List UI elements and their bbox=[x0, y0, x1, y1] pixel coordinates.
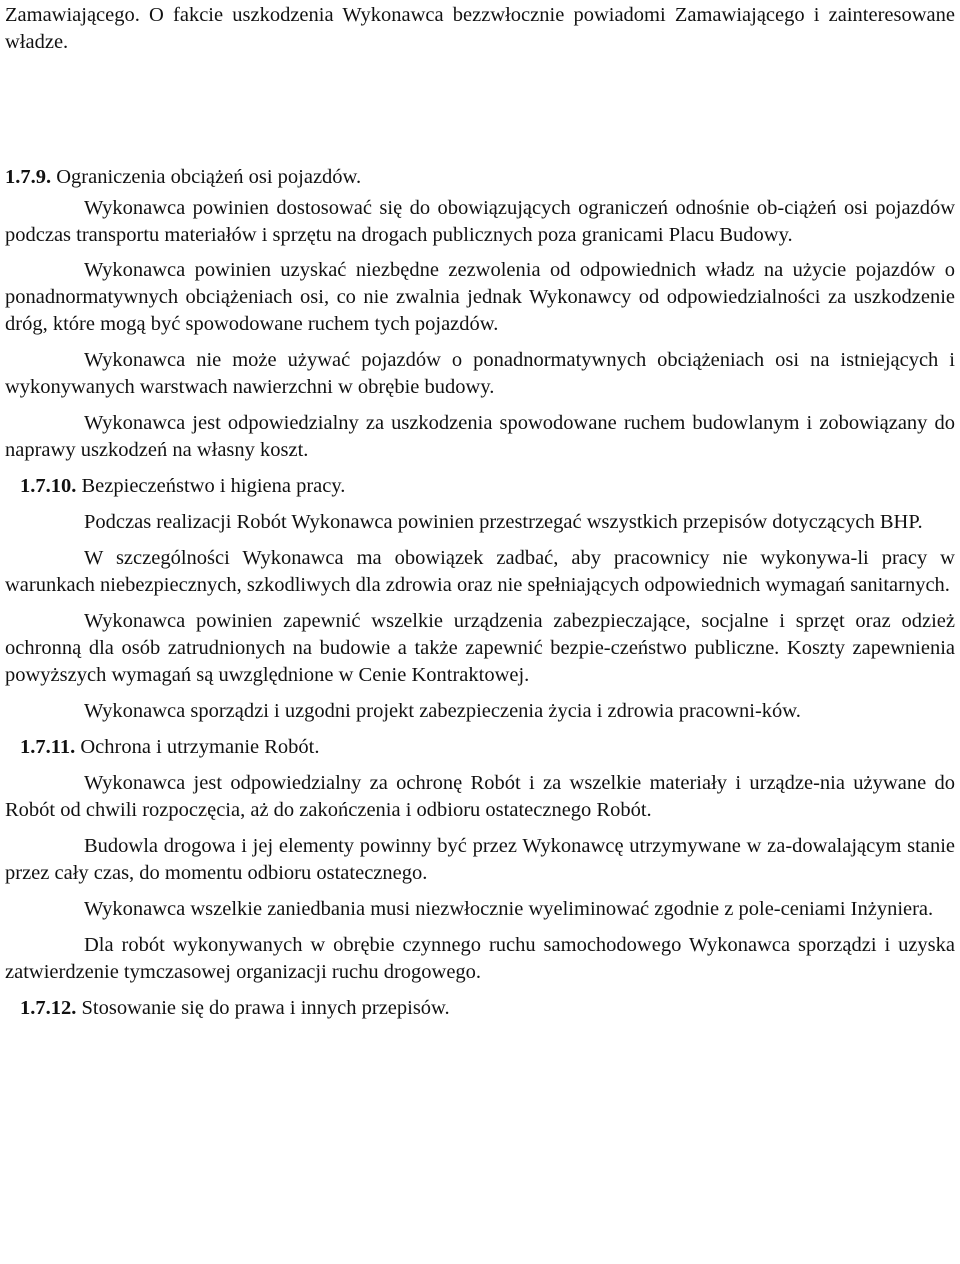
section-title: Ograniczenia obciążeń osi pojazdów. bbox=[51, 166, 362, 188]
paragraph: Wykonawca powinien uzyskać niezbędne zezwolenia od odpowiednich władz na użycie pojazdów o ponadnormatywnych obciążeniach osi, co nie zwalnia jednak Wykonawcy od odpowiedzialności za uszkodzenie dróg, które mogą być spowodowane ruchem tych pojazdów. bbox=[5, 259, 955, 335]
section-heading-1-7-12 bbox=[5, 995, 955, 1022]
paragraph: Dla robót wykonywanych w obrębie czynnego ruchu samochodowego Wykonawca sporządzi i uzyska zatwierdzenie tymczasowej organizacji ruchu drogowego. bbox=[5, 934, 955, 983]
paragraph: Podczas realizacji Robót Wykonawca powinien przestrzegać wszystkich przepisów dotyczących BHP. bbox=[84, 511, 923, 533]
paragraph: Wykonawca powinien dostosować się do obowiązujących ograniczeń odnośnie ob-ciążeń osi pojazdów podczas transportu materiałów i sprzętu na drogach publicznych poza granicami Placu Budowy. bbox=[5, 197, 955, 246]
section-heading-1-7-11 bbox=[5, 734, 955, 761]
paragraph: W szczególności Wykonawca ma obowiązek zadbać, aby pracownicy nie wykonywa-li pracy w warunkach niebezpiecznych, szkodliwych dla zdrowia oraz nie spełniających odpowiednich wymagań sanitarnych. bbox=[5, 547, 955, 596]
section-heading-1-7-10 bbox=[5, 473, 955, 500]
paragraph: Wykonawca jest odpowiedzialny za uszkodzenia spowodowane ruchem budowlanym i zobowiązany do naprawy uszkodzeń na własny koszt. bbox=[5, 412, 955, 461]
paragraph: Budowla drogowa i jej elementy powinny być przez Wykonawcę utrzymywane w za-dowalającym stanie przez cały czas, do momentu odbioru ostatecznego. bbox=[5, 835, 955, 884]
paragraph: Wykonawca nie może używać pojazdów o ponadnormatywnych obciążeniach osi na istniejących i wykonywanych warstwach nawierzchni w obrębie budowy. bbox=[5, 349, 955, 398]
paragraph-continuation: Zamawiającego. O fakcie uszkodzenia Wykonawca bezzwłocznie powiadomi Zamawiającego i zainteresowane władze. bbox=[5, 4, 955, 53]
paragraph: Wykonawca wszelkie zaniedbania musi niezwłocznie wyeliminować zgodnie z pole-ceniami Inżyniera. bbox=[84, 898, 934, 920]
section-title: Stosowanie się do prawa i innych przepisów. bbox=[76, 997, 450, 1019]
section-number: 1.7.11. bbox=[20, 736, 76, 758]
section-heading-1-7-9 bbox=[5, 164, 955, 191]
section-title: Bezpieczeństwo i higiena pracy. bbox=[76, 475, 346, 497]
paragraph: Wykonawca powinien zapewnić wszelkie urządzenia zabezpieczające, socjalne i sprzęt oraz odzież ochronną dla osób zatrudnionych na budowie a także zapewnić bezpie-czeństwo publiczne. Koszty zapewnienia powyższych wymagań są uwzględnione w Cenie Kontraktowej. bbox=[5, 610, 955, 686]
section-title: Ochrona i utrzymanie Robót. bbox=[75, 736, 320, 758]
section-number: 1.7.12. bbox=[20, 997, 77, 1019]
section-number: 1.7.10. bbox=[20, 475, 77, 497]
section-number: 1.7.9. bbox=[5, 166, 52, 188]
paragraph: Wykonawca jest odpowiedzialny za ochronę Robót i za wszelkie materiały i urządze-nia używane do Robót od chwili rozpoczęcia, aż do zakończenia i odbioru ostatecznego Robót. bbox=[5, 772, 955, 821]
document-page bbox=[5, 0, 955, 1022]
paragraph: Wykonawca sporządzi i uzgodni projekt zabezpieczenia życia i zdrowia pracowni-ków. bbox=[84, 700, 801, 722]
